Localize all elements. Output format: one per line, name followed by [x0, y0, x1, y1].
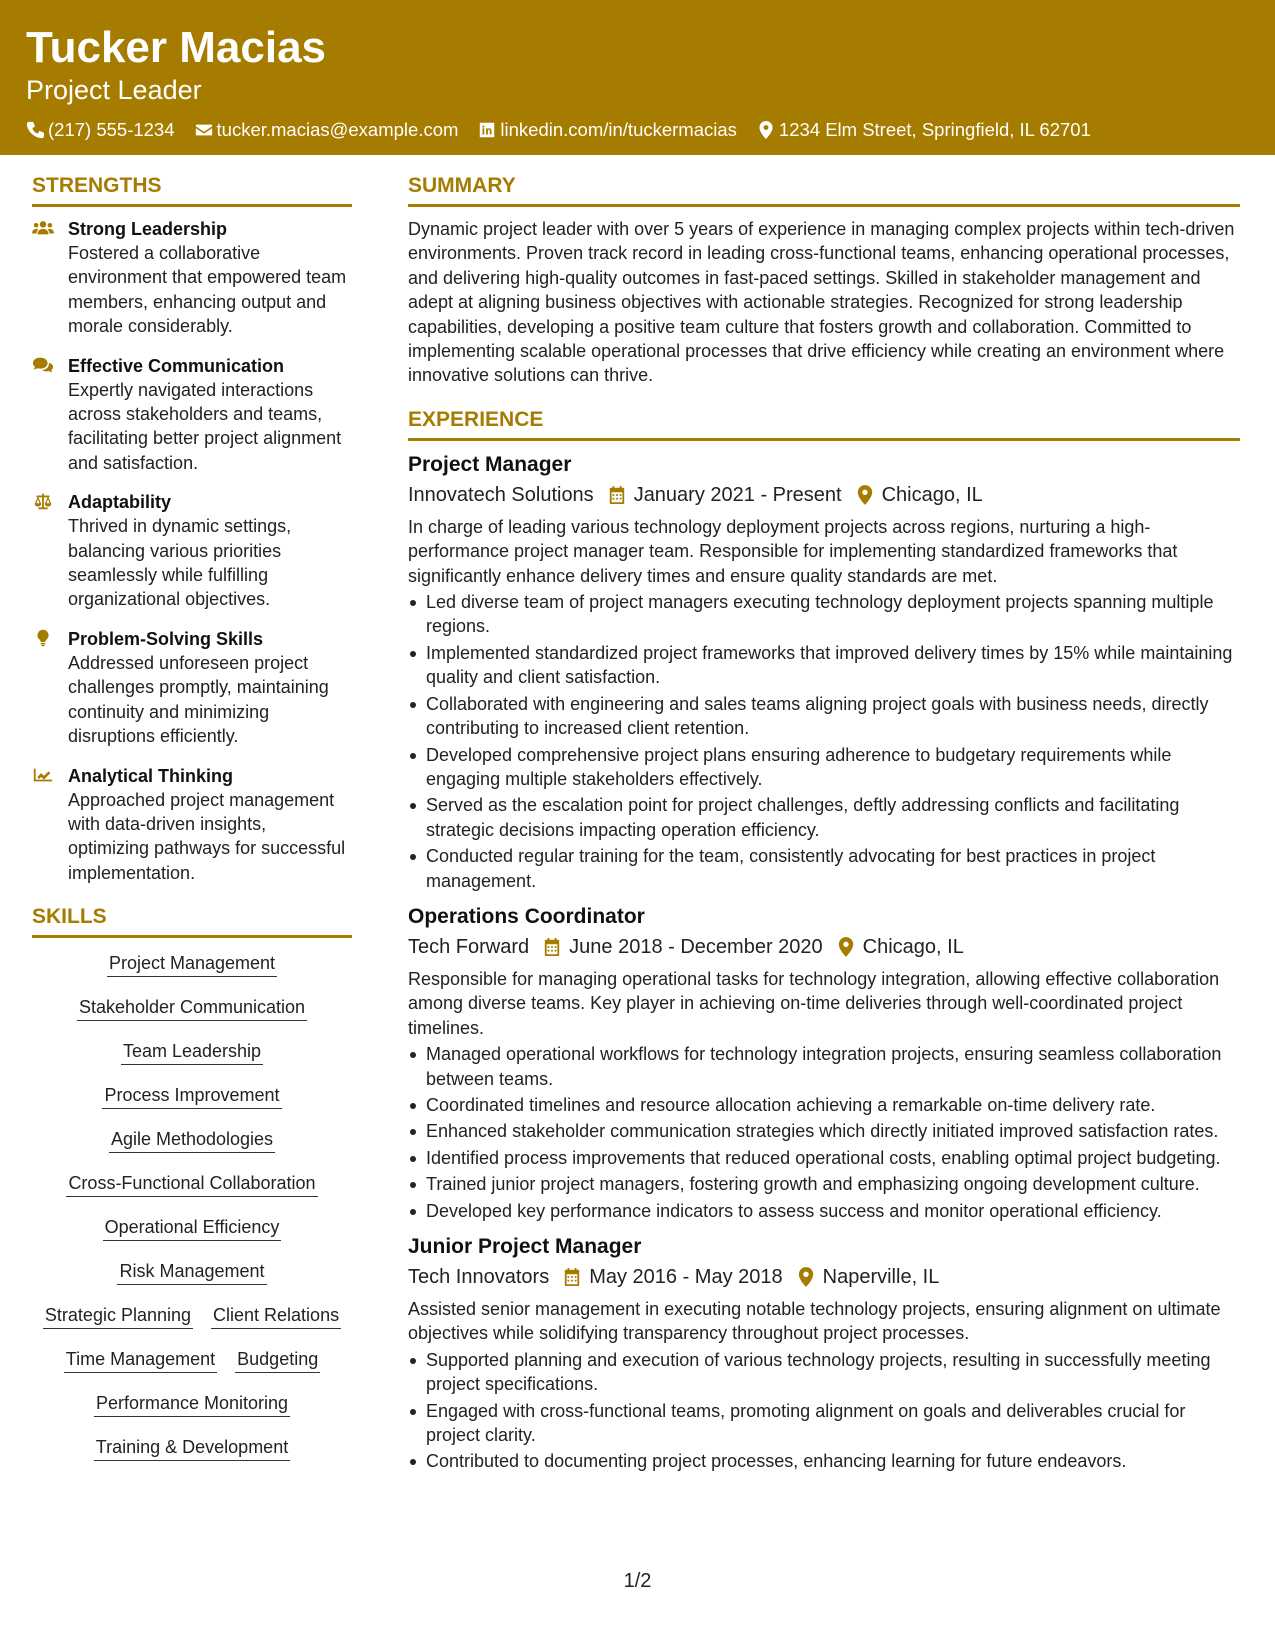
job-bullet: Coordinated timelines and resource allocation achieving a remarkable on-time delivery rate. [426, 1093, 1240, 1117]
skill-tag: Agile Methodologies [109, 1128, 275, 1153]
job-bullet: Implemented standardized project frameworks that improved delivery times by 15% while maintaining quality and client satisfaction. [426, 641, 1240, 690]
strength-title: Strong Leadership [68, 219, 228, 239]
job-title: Junior Project Manager [408, 1235, 642, 1258]
address-text: 1234 Elm Street, Springfield, IL 62701 [778, 119, 1091, 140]
strength-title: Effective Communication [68, 355, 285, 376]
email-text: tucker.macias@example.com [216, 119, 459, 140]
job-dates: January 2021 - Present [633, 483, 842, 506]
strength-desc: Thrived in dynamic settings, balancing various priorities seamlessly while fulfilling organizational objectives. [68, 516, 292, 610]
job-bullet: Engaged with cross-functional teams, promoting alignment on goals and deliverables crucial for project clarity. [426, 1399, 1240, 1448]
job-bullets [408, 1042, 1240, 1223]
skill-tag: Performance Monitoring [94, 1392, 290, 1417]
linkedin-icon [478, 121, 496, 139]
users-icon [32, 219, 54, 237]
summary-heading: SUMMARY [408, 172, 1240, 207]
skills-list [32, 948, 352, 1461]
job-bullet: Supported planning and execution of various technology projects, resulting in successfully meeting project specifications. [426, 1348, 1240, 1397]
strength-item [32, 627, 352, 749]
job-bullet: Led diverse team of project managers executing technology deployment projects spanning multiple regions. [426, 590, 1240, 639]
job-bullets [408, 590, 1240, 893]
job-bullet: Collaborated with engineering and sales teams aligning project goals with business needs, directly contributing to increased client retention. [426, 692, 1240, 741]
job-meta [408, 481, 1240, 509]
skill-tag: Strategic Planning [43, 1304, 193, 1329]
page-number: 1/2 [623, 1570, 652, 1592]
right-column [408, 172, 1240, 1484]
map-marker-icon [856, 485, 874, 505]
strength-item [32, 217, 352, 339]
job-bullet: Enhanced stakeholder communication strategies which directly initiated improved satisfaction rates. [426, 1119, 1240, 1143]
strengths-list [32, 217, 352, 885]
skill-tag: Stakeholder Communication [77, 996, 307, 1021]
job-bullet: Served as the escalation point for project challenges, deftly addressing conflicts and facilitating strategic decisions impacting operation efficiency. [426, 793, 1240, 842]
skill-tag: Client Relations [211, 1304, 341, 1329]
envelope-icon [195, 121, 213, 139]
strength-item [32, 764, 352, 886]
phone-icon [26, 121, 44, 139]
phone-text: (217) 555-1234 [48, 119, 175, 140]
job-meta [408, 933, 1240, 961]
job-description: In charge of leading various technology deployment projects across regions, nurturing a high-performance project manager team. Responsible for implementing standardized frameworks that significantly enhance delivery times and ensure quality standards are met. [408, 516, 1178, 586]
job-bullet: Managed operational workflows for technology integration projects, ensuring seamless collaboration between teams. [426, 1042, 1240, 1091]
contact-linkedin[interactable] [478, 118, 736, 142]
strength-item [32, 490, 352, 612]
skill-tag: Team Leadership [121, 1040, 263, 1065]
candidate-name: Tucker Macias [26, 23, 327, 72]
skill-tag: Operational Efficiency [103, 1216, 282, 1241]
job-bullet: Developed comprehensive project plans ensuring adherence to budgetary requirements while engaging multiple stakeholders effectively. [426, 743, 1240, 792]
lightbulb-icon [32, 629, 54, 647]
job-bullet: Trained junior project managers, fostering growth and emphasizing ongoing development culture. [426, 1172, 1240, 1196]
summary-text: Dynamic project leader with over 5 years of experience in managing complex projects within tech-driven environments. Proven track record in leading cross-functional teams, enhancing operational processes, and delivering high-quality outcomes in fast-paced settings. Skilled in stakeholder management and adept at aligning business objectives with actionable strategies. Recognized for strong leadership capabilities, developing a positive team culture that fosters growth and collaboration. Committed to implementing scalable operational processes that drive efficiency while creating an environment where innovative solutions can thrive. [408, 219, 1235, 386]
job-location: Chicago, IL [862, 935, 964, 958]
job-company: Innovatech Solutions [408, 483, 594, 506]
job-bullet: Conducted regular training for the team, consistently advocating for best practices in project management. [426, 844, 1240, 893]
contact-phone [26, 118, 175, 142]
job-entry [408, 903, 1240, 1223]
skill-tag: Cross-Functional Collaboration [66, 1172, 317, 1197]
strength-desc: Fostered a collaborative environment that empowered team members, enhancing output and morale considerably. [68, 243, 347, 337]
job-bullets [408, 1348, 1240, 1474]
contact-bar [26, 118, 1249, 142]
job-meta [408, 1263, 1240, 1291]
strength-desc: Approached project management with data-driven insights, optimizing pathways for successful implementation. [68, 789, 346, 883]
job-bullet: Identified process improvements that reduced operational costs, enabling optimal project budgeting. [426, 1146, 1240, 1170]
skill-tag: Process Improvement [102, 1084, 281, 1109]
strength-title: Analytical Thinking [68, 765, 234, 786]
skill-tag: Time Management [64, 1348, 217, 1373]
strength-title: Problem-Solving Skills [68, 628, 264, 649]
job-dates: May 2016 - May 2018 [589, 1266, 783, 1288]
job-location: Naperville, IL [822, 1266, 940, 1288]
job-company: Tech Innovators [408, 1266, 550, 1288]
job-dates: June 2018 - December 2020 [569, 935, 823, 958]
map-marker-icon [757, 121, 775, 139]
balance-scale-icon [32, 492, 54, 510]
candidate-title: Project Leader [26, 75, 202, 105]
job-bullet: Contributed to documenting project processes, enhancing learning for future endeavors. [426, 1449, 1240, 1473]
job-entry [408, 451, 1240, 893]
chart-line-icon [32, 766, 54, 784]
resume-header [0, 0, 1275, 155]
job-entry [408, 1233, 1240, 1474]
map-marker-icon [837, 937, 855, 957]
skill-tag: Training & Development [94, 1436, 290, 1461]
contact-address [757, 118, 1091, 142]
job-description: Responsible for managing operational tasks for technology integration, allowing effective collaboration among diverse teams. Key player in achieving on-time deliveries through well-coordinated project timelines. [408, 968, 1220, 1038]
job-title: Project Manager [408, 452, 572, 476]
strength-title: Adaptability [68, 492, 172, 513]
strengths-heading: STRENGTHS [32, 172, 352, 207]
map-marker-icon [797, 1267, 815, 1287]
calendar-icon [563, 1267, 581, 1287]
job-bullet: Developed key performance indicators to assess success and monitor operational efficiency. [426, 1199, 1240, 1223]
linkedin-text: linkedin.com/in/tuckermacias [500, 119, 737, 140]
skill-tag: Project Management [107, 952, 277, 977]
strength-desc: Expertly navigated interactions across stakeholders and teams, facilitating better project alignment and satisfaction. [68, 379, 342, 473]
calendar-icon [543, 937, 561, 957]
calendar-icon [608, 485, 626, 505]
job-title: Operations Coordinator [408, 904, 645, 928]
experience-heading: EXPERIENCE [408, 406, 1240, 441]
comments-icon [32, 356, 54, 374]
skill-tag: Risk Management [117, 1260, 266, 1285]
skill-tag: Budgeting [235, 1348, 320, 1373]
contact-email[interactable] [195, 118, 459, 142]
job-location: Chicago, IL [881, 483, 983, 506]
job-company: Tech Forward [408, 935, 530, 958]
skills-heading: SKILLS [32, 903, 352, 938]
left-column [32, 172, 352, 1480]
strength-item [32, 354, 352, 476]
job-description: Assisted senior management in executing notable technology projects, ensuring alignment on ultimate objectives while solidifying transparency throughout project processes. [408, 1299, 1221, 1344]
strength-desc: Addressed unforeseen project challenges promptly, maintaining continuity and minimizing disruptions efficiently. [68, 652, 329, 747]
